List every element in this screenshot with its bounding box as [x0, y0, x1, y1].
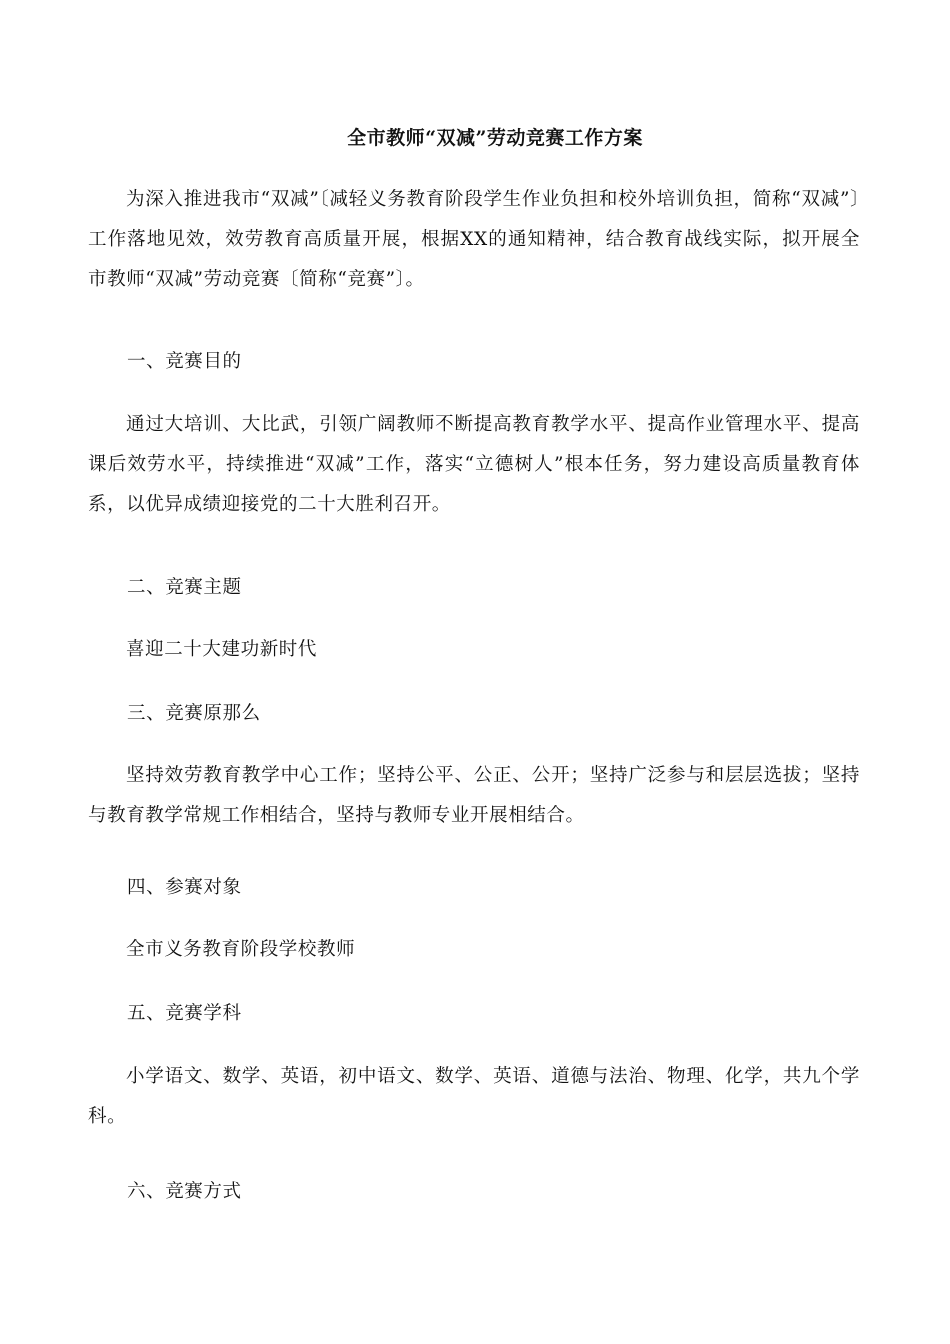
section-heading-principles: 三、竞赛原那么	[127, 703, 261, 724]
section-body-theme: 喜迎二十大建功新时代	[126, 639, 318, 660]
intro-paragraph: 为深入推进我市“双减”〔减轻义务教育阶段学生作业负担和校外培训负担，简称“双减”〕工作落地见效，效劳教育高质量开展，根据XX的通知精神，结合教育战线实际，拟开展全市教师“双减”劳动竞赛〔简称“竞赛”〕。	[88, 189, 860, 290]
section-heading-purpose: 一、竞赛目的	[127, 351, 242, 372]
section-heading-method: 六、竞赛方式	[127, 1181, 242, 1202]
section-heading-theme: 二、竞赛主题	[127, 577, 242, 598]
section-heading-participants: 四、参赛对象	[127, 877, 242, 898]
section-body-principles: 坚持效劳教育教学中心工作；坚持公平、公正、公开；坚持广泛参与和层层选拔；坚持与教育教学常规工作相结合，坚持与教师专业开展相结合。	[88, 765, 860, 826]
section-heading-subjects: 五、竞赛学科	[127, 1003, 242, 1024]
document-title: 全市教师“双减”劳动竞赛工作方案	[347, 127, 643, 149]
section-body-purpose: 通过大培训、大比武，引领广阔教师不断提高教育教学水平、提高作业管理水平、提高课后效劳水平，持续推进“双减”工作，落实“立德树人”根本任务，努力建设高质量教育体系，以优异成绩迎接党的二十大胜利召开。	[88, 414, 860, 515]
section-body-subjects: 小学语文、数学、英语，初中语文、数学、英语、道德与法治、物理、化学，共九个学科。	[88, 1066, 860, 1127]
section-body-participants: 全市义务教育阶段学校教师	[126, 939, 356, 960]
